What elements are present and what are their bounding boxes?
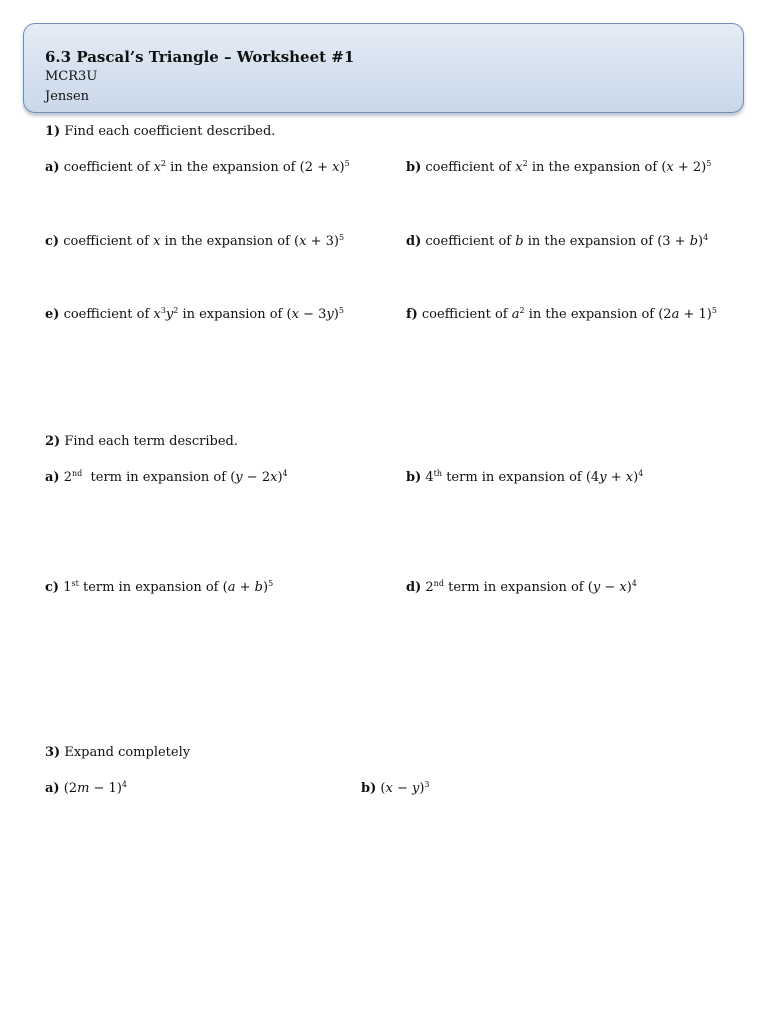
question-text: term in expansion of — [82, 580, 219, 595]
question-label: a) — [45, 160, 60, 175]
math-expression: $(y - 2x)^4$ — [230, 469, 288, 485]
section-number: 2) — [45, 434, 61, 449]
question-1a — [45, 159, 350, 177]
question-text: coefficient of — [421, 307, 508, 322]
math-term: $x^2$ — [515, 159, 528, 175]
question-label: f) — [406, 307, 418, 322]
ordinal-number: 2nd — [63, 469, 83, 485]
math-term: b — [515, 234, 524, 249]
math-term: $x^3y^2$ — [153, 306, 179, 322]
math-expression: $(a + b)^5$ — [222, 579, 274, 595]
math-expression: $(x + 2)^5$ — [661, 159, 712, 175]
question-text: in the expansion of — [527, 234, 654, 249]
section-instruction: Find each term described. — [64, 434, 238, 449]
math-term: $x^2$ — [153, 159, 166, 175]
math-expression: $(2a + 1)^5$ — [658, 306, 717, 322]
question-text: coefficient of — [63, 307, 150, 322]
math-expression: $(x - y)^3$ — [380, 780, 430, 796]
question-1b — [406, 159, 711, 177]
question-label: a) — [45, 781, 60, 796]
question-3b — [361, 780, 430, 798]
math-expression: $(x + 3)^5$ — [294, 233, 345, 249]
question-text: in the expansion of — [531, 160, 658, 175]
question-text: in the expansion of — [170, 160, 296, 175]
question-text: in the expansion of — [528, 307, 655, 322]
question-text: term in expansion of — [446, 470, 582, 485]
section-2-heading — [45, 433, 238, 451]
math-expression: $(x - 3y)^5$ — [286, 306, 344, 322]
question-text: coefficient of — [425, 160, 512, 175]
question-text: term in expansion of — [448, 580, 584, 595]
worksheet-title: 6.3 Pascal’s Triangle – Worksheet #1 — [45, 48, 355, 66]
question-label: c) — [45, 234, 60, 249]
question-2c — [45, 579, 273, 597]
question-label: e) — [45, 307, 60, 322]
question-2d — [406, 579, 637, 597]
question-label: b) — [361, 781, 377, 796]
question-text: in expansion of — [182, 307, 283, 322]
teacher-name: Jensen — [45, 89, 90, 104]
question-1f — [406, 306, 717, 324]
header-box — [23, 23, 744, 113]
section-3-heading — [45, 744, 190, 762]
math-expression: $(2m - 1)^4$ — [63, 780, 127, 796]
question-label: b) — [406, 160, 422, 175]
question-text: coefficient of — [63, 234, 149, 249]
question-label: d) — [406, 580, 422, 595]
question-label: d) — [406, 234, 422, 249]
section-instruction: Expand completely — [64, 745, 191, 760]
section-1-heading — [45, 123, 275, 141]
course-code: MCR3U — [45, 69, 98, 84]
question-label: a) — [45, 470, 60, 485]
section-instruction: Find each coefficient described. — [64, 124, 276, 139]
question-text: coefficient of — [425, 234, 512, 249]
question-3a — [45, 780, 127, 798]
math-term: $a^2$ — [511, 306, 525, 322]
ordinal-number: 4th — [425, 469, 443, 485]
question-2a — [45, 469, 288, 487]
question-label: c) — [45, 580, 60, 595]
question-1d — [406, 233, 708, 251]
ordinal-number: 2nd — [425, 579, 444, 595]
question-1e — [45, 306, 344, 324]
question-label: b) — [406, 470, 422, 485]
section-number: 1) — [45, 124, 61, 139]
math-expression: $(3 + b)^4$ — [657, 233, 709, 249]
section-number: 3) — [45, 745, 61, 760]
question-2b — [406, 469, 643, 487]
math-expression: $(2 + x)^5$ — [299, 159, 350, 175]
question-text: in the expansion of — [164, 234, 290, 249]
math-expression: $(4y + x)^4$ — [585, 469, 644, 485]
math-expression: $(y - x)^4$ — [587, 579, 637, 595]
ordinal-number: 1st — [63, 579, 79, 595]
question-text: term in expansion of — [90, 470, 227, 485]
question-text: coefficient of — [63, 160, 150, 175]
question-1c — [45, 233, 344, 251]
math-term: x — [153, 234, 161, 249]
